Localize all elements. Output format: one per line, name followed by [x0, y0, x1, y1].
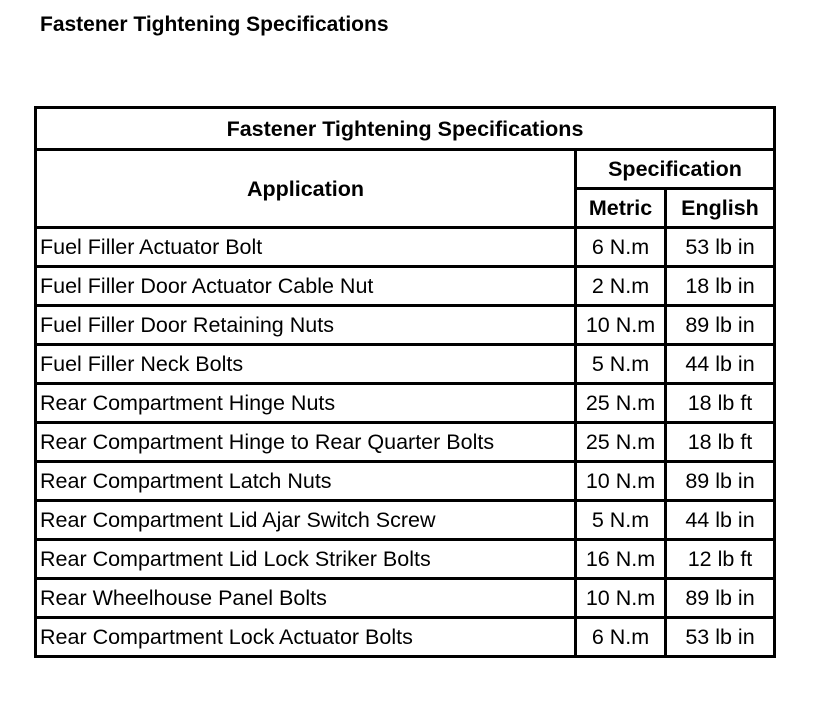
application-cell: Rear Compartment Hinge Nuts — [36, 384, 576, 423]
page-title: Fastener Tightening Specifications — [40, 13, 389, 36]
application-cell: Rear Compartment Hinge to Rear Quarter Bolts — [36, 423, 576, 462]
english-value-cell: 44 lb in — [666, 345, 775, 384]
metric-value-cell: 2 N.m — [576, 267, 666, 306]
table-row — [36, 540, 775, 579]
metric-value-cell: 10 N.m — [576, 579, 666, 618]
metric-value-cell: 10 N.m — [576, 462, 666, 501]
application-cell: Fuel Filler Door Actuator Cable Nut — [36, 267, 576, 306]
metric-value-cell: 5 N.m — [576, 501, 666, 540]
english-value-cell: 44 lb in — [666, 501, 775, 540]
table-row — [36, 423, 775, 462]
metric-value-cell: 6 N.m — [576, 228, 666, 267]
english-value-cell: 89 lb in — [666, 462, 775, 501]
english-value-cell: 89 lb in — [666, 579, 775, 618]
english-header: English — [666, 189, 775, 228]
table-row — [36, 579, 775, 618]
table-row — [36, 462, 775, 501]
english-value-cell: 53 lb in — [666, 228, 775, 267]
specification-header: Specification — [576, 150, 775, 189]
fastener-spec-table — [34, 106, 776, 658]
application-cell: Rear Wheelhouse Panel Bolts — [36, 579, 576, 618]
application-cell: Fuel Filler Door Retaining Nuts — [36, 306, 576, 345]
table-row — [36, 384, 775, 423]
table-row — [36, 618, 775, 657]
english-value-cell: 12 lb ft — [666, 540, 775, 579]
application-header: Application — [36, 150, 576, 228]
spec-table-body — [36, 228, 775, 657]
application-cell: Rear Compartment Latch Nuts — [36, 462, 576, 501]
application-cell: Rear Compartment Lid Ajar Switch Screw — [36, 501, 576, 540]
english-value-cell: 18 lb ft — [666, 384, 775, 423]
english-value-cell: 89 lb in — [666, 306, 775, 345]
table-row — [36, 501, 775, 540]
metric-value-cell: 10 N.m — [576, 306, 666, 345]
table-row — [36, 345, 775, 384]
english-value-cell: 53 lb in — [666, 618, 775, 657]
application-cell: Rear Compartment Lid Lock Striker Bolts — [36, 540, 576, 579]
table-row — [36, 306, 775, 345]
metric-value-cell: 16 N.m — [576, 540, 666, 579]
table-caption: Fastener Tightening Specifications — [36, 108, 775, 150]
metric-header: Metric — [576, 189, 666, 228]
application-cell: Rear Compartment Lock Actuator Bolts — [36, 618, 576, 657]
metric-value-cell: 6 N.m — [576, 618, 666, 657]
table-row — [36, 228, 775, 267]
english-value-cell: 18 lb ft — [666, 423, 775, 462]
application-cell: Fuel Filler Neck Bolts — [36, 345, 576, 384]
metric-value-cell: 25 N.m — [576, 384, 666, 423]
application-cell: Fuel Filler Actuator Bolt — [36, 228, 576, 267]
metric-value-cell: 5 N.m — [576, 345, 666, 384]
table-row — [36, 267, 775, 306]
metric-value-cell: 25 N.m — [576, 423, 666, 462]
english-value-cell: 18 lb in — [666, 267, 775, 306]
